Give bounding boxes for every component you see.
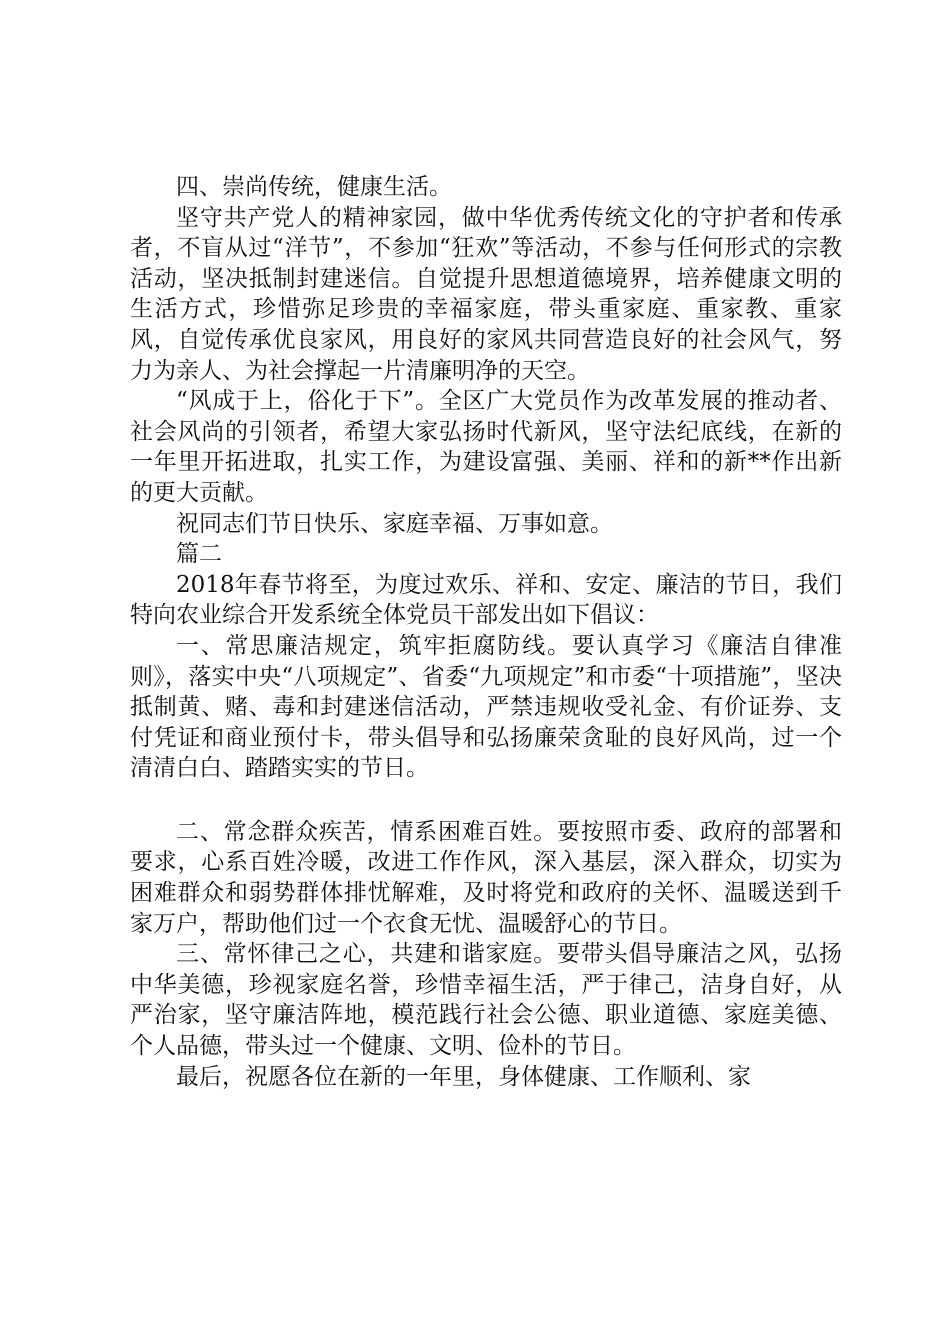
paragraph-item-two: 二、常念群众疾苦，情系困难百姓。要按照市委、政府的部署和要求，心系百姓冷暖，改进工作作风，深入基层，深入群众，切实为困难群众和弱势群体排忧解难，及时将党和政府的关怀、温暖送到千家万户，帮助他们过一个衣食无忧、温暖舒心的节日。 xyxy=(130,818,842,937)
paragraph-wishes: 祝同志们节日快乐、家庭幸福、万事如意。 xyxy=(176,510,613,537)
paragraph-item-one: 一、常思廉洁规定，筑牢拒腐防线。要认真学习《廉洁自律准则》，落实中央“八项规定”、省委“九项规定”和市委“十项措施”，坚决抵制黄、赌、毒和封建迷信活动，严禁违规收受礼金、有价证券、支付凭证和商业预付卡，带头倡导和弘扬廉荣贪耻的良好风尚，过一个清清白白、踏踏实实的节日。 xyxy=(130,632,842,782)
paragraph-spacer xyxy=(130,784,842,817)
paragraph-closing: 最后，祝愿各位在新的一年里，身体健康、工作顺利、家 xyxy=(176,1063,751,1090)
paragraph-item-three: 三、常怀律己之心，共建和谐家庭。要带头倡导廉洁之风，弘扬中华美德，珍视家庭名誉，珍惜幸福生活，严于律己，洁身自好，从严治家，坚守廉洁阵地，模范践行社会公德、职业道德、家庭美德、个人品德，带头过一个健康、文明、俭朴的节日。 xyxy=(130,941,842,1060)
paragraph-intro: 2018年春节将至，为度过欢乐、祥和、安定、廉洁的节日，我们特向农业综合开发系统全体党员干部发出如下倡议： xyxy=(130,571,842,629)
section-heading-four: 四、崇尚传统，健康生活。 xyxy=(176,174,452,200)
section-title-part-two: 篇二 xyxy=(176,541,222,568)
paragraph-tradition: 坚守共产党人的精神家园，做中华优秀传统文化的守护者和传承者，不盲从过“洋节”，不参加“狂欢”等活动，不参与任何形式的宗教活动，坚决抵制封建迷信。自觉提升思想道德境界，培养健康文明的生活方式，珍惜弥足珍贵的幸福家庭，带头重家庭、重家教、重家风，自觉传承优良家风，用良好的家风共同营造良好的社会风气，努力为亲人、为社会撑起一片清廉明净的天空。 xyxy=(130,204,842,384)
document-body xyxy=(130,172,842,1092)
paragraph-customs: “风成于上，俗化于下”。全区广大党员作为改革发展的推动者、社会风尚的引领者，希望大家弘扬时代新风，坚守法纪底线，在新的一年里开拓进取，扎实工作，为建设富强、美丽、祥和的新**作出新的更大贡献。 xyxy=(130,388,842,506)
